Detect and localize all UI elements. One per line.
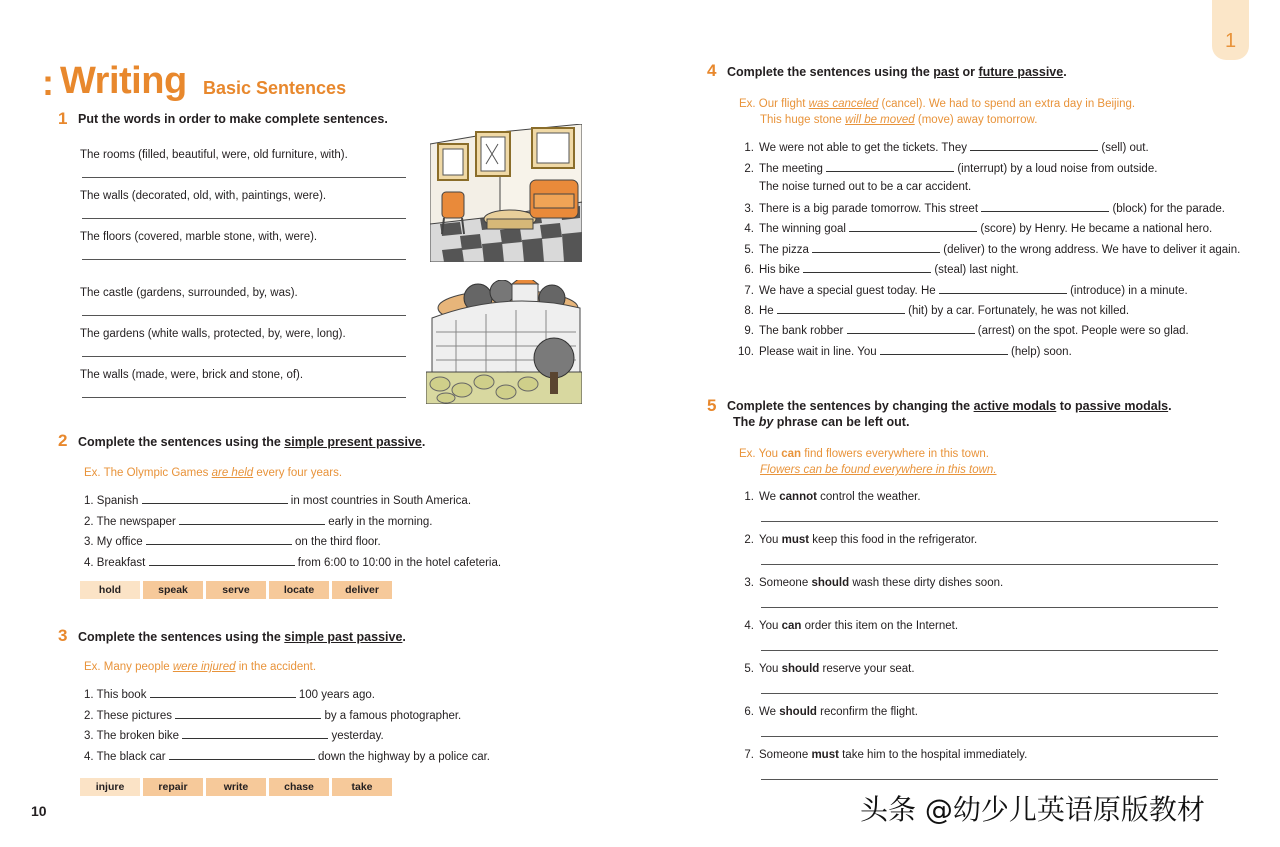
section-5-number: 5 bbox=[707, 396, 717, 415]
blank[interactable] bbox=[179, 515, 325, 525]
section-3-heading: Complete the sentences using the simple past passive. bbox=[78, 630, 406, 644]
s4-item: 8. He (hit) by a car. Fortunately, he was not killed. bbox=[744, 305, 1130, 317]
s3-item-4: 4. The black car down the highway by a police car. bbox=[84, 751, 490, 763]
section-1-number: 1 bbox=[58, 109, 68, 128]
word-bank-word: repair bbox=[143, 778, 203, 796]
section-5-example-1: Ex. You can find flowers everywhere in this town. bbox=[739, 448, 989, 460]
s3-item-2: 2. These pictures by a famous photographer. bbox=[84, 710, 462, 722]
word-bank-word: speak bbox=[143, 581, 203, 599]
section-2-example: Ex. The Olympic Games are held every four years. bbox=[84, 467, 343, 479]
s5-answer-line[interactable] bbox=[761, 779, 1218, 780]
section-4-example-2: This huge stone will be moved (move) away tomorrow. bbox=[760, 114, 1038, 126]
s4-item: 6. His bike (steal) last night. bbox=[744, 264, 1019, 276]
blank[interactable] bbox=[149, 556, 295, 566]
word-bank-word: take bbox=[332, 778, 392, 796]
s5-answer-line[interactable] bbox=[761, 607, 1218, 608]
blank[interactable] bbox=[169, 750, 315, 760]
section-4-example-1: Ex. Our flight was canceled (cancel). We had to spend an extra day in Beijing. bbox=[739, 98, 1136, 110]
s1-answer-line-1[interactable] bbox=[82, 177, 406, 178]
s4-item: 2. The meeting (interrupt) by a loud noise from outside. bbox=[744, 163, 1158, 175]
chapter-tab bbox=[1212, 0, 1249, 60]
s3-item-3: 3. The broken bike yesterday. bbox=[84, 730, 384, 742]
blank[interactable] bbox=[981, 202, 1109, 212]
blank[interactable] bbox=[803, 263, 931, 273]
s5-answer-line[interactable] bbox=[761, 564, 1218, 565]
s3-item-1: 1. This book 100 years ago. bbox=[84, 689, 375, 701]
s5-item: 1. We cannot control the weather. bbox=[744, 491, 921, 503]
blank[interactable] bbox=[880, 345, 1008, 355]
blank[interactable] bbox=[175, 709, 321, 719]
section-3-word-bank bbox=[80, 778, 392, 796]
section-5-example-2: Flowers can be found everywhere in this town. bbox=[760, 464, 997, 476]
s1-answer-line-5[interactable] bbox=[82, 356, 406, 357]
s4-item: 5. The pizza (deliver) to the wrong address. We have to deliver it again. bbox=[744, 244, 1241, 256]
s5-answer-line[interactable] bbox=[761, 650, 1218, 651]
blank[interactable] bbox=[777, 304, 905, 314]
page-number: 10 bbox=[31, 803, 47, 819]
section-4-heading: Complete the sentences using the past or future passive. bbox=[727, 65, 1067, 79]
s5-item: 6. We should reconfirm the flight. bbox=[744, 706, 918, 718]
s5-answer-line[interactable] bbox=[761, 521, 1218, 522]
s2-item-3: 3. My office on the third floor. bbox=[84, 536, 381, 548]
word-bank-word: write bbox=[206, 778, 266, 796]
section-2-word-bank bbox=[80, 581, 392, 599]
s4-item: The noise turned out to be a car accident. bbox=[759, 181, 972, 193]
section-1-heading: Put the words in order to make complete sentences. bbox=[78, 112, 388, 126]
blank[interactable] bbox=[847, 324, 975, 334]
blank[interactable] bbox=[150, 688, 296, 698]
s1-answer-line-4[interactable] bbox=[82, 315, 406, 316]
s4-item: 7. We have a special guest today. He (introduce) in a minute. bbox=[744, 285, 1188, 297]
s5-item: 2. You must keep this food in the refrigerator. bbox=[744, 534, 978, 546]
section-2-number: 2 bbox=[58, 431, 68, 450]
watermark: 头条 @幼少儿英语原版教材 bbox=[860, 793, 1205, 826]
blank[interactable] bbox=[812, 243, 940, 253]
s1-item-5: The gardens (white walls, protected, by, were, long). bbox=[80, 328, 346, 340]
section-5-heading: Complete the sentences by changing the active modals to passive modals. bbox=[727, 399, 1172, 413]
s2-item-1: 1. Spanish in most countries in South America. bbox=[84, 495, 472, 507]
s5-answer-line[interactable] bbox=[761, 693, 1218, 694]
s2-item-4: 4. Breakfast from 6:00 to 10:00 in the hotel cafeteria. bbox=[84, 557, 502, 569]
blank[interactable] bbox=[182, 729, 328, 739]
s4-item: 3. There is a big parade tomorrow. This street (block) for the parade. bbox=[744, 203, 1225, 215]
word-bank-word: locate bbox=[269, 581, 329, 599]
word-bank-word: serve bbox=[206, 581, 266, 599]
word-bank-word: chase bbox=[269, 778, 329, 796]
s1-item-3: The floors (covered, marble stone, with, were). bbox=[80, 231, 318, 243]
blank[interactable] bbox=[146, 535, 292, 545]
s4-item: 9. The bank robber (arrest) on the spot. People were so glad. bbox=[744, 325, 1189, 337]
section-4-number: 4 bbox=[707, 61, 717, 80]
castle-illustration bbox=[426, 280, 582, 404]
word-bank-word: deliver bbox=[332, 581, 392, 599]
section-2-heading: Complete the sentences using the simple present passive. bbox=[78, 435, 426, 449]
s1-item-6: The walls (made, were, brick and stone, of). bbox=[80, 369, 304, 381]
s4-item: 4. The winning goal (score) by Henry. He became a national hero. bbox=[744, 223, 1213, 235]
s1-item-1: The rooms (filled, beautiful, were, old furniture, with). bbox=[80, 149, 348, 161]
room-illustration bbox=[430, 124, 582, 262]
page-title: Writing bbox=[60, 60, 187, 102]
s5-item: 7. Someone must take him to the hospital immediately. bbox=[744, 749, 1028, 761]
s1-item-2: The walls (decorated, old, with, paintings, were). bbox=[80, 190, 327, 202]
chapter-number: 1 bbox=[1224, 30, 1237, 52]
blank[interactable] bbox=[849, 222, 977, 232]
blank[interactable] bbox=[970, 141, 1098, 151]
s1-answer-line-6[interactable] bbox=[82, 397, 406, 398]
s4-item: 10. Please wait in line. You (help) soon. bbox=[738, 346, 1072, 358]
s5-item: 4. You can order this item on the Internet. bbox=[744, 620, 959, 632]
blank[interactable] bbox=[939, 284, 1067, 294]
s5-answer-line[interactable] bbox=[761, 736, 1218, 737]
s1-answer-line-2[interactable] bbox=[82, 218, 406, 219]
s5-item: 3. Someone should wash these dirty dishes soon. bbox=[744, 577, 1004, 589]
s5-item: 5. You should reserve your seat. bbox=[744, 663, 915, 675]
word-bank-word: hold bbox=[80, 581, 140, 599]
section-5-subheading: The by phrase can be left out. bbox=[733, 415, 910, 429]
section-3-example: Ex. Many people were injured in the accident. bbox=[84, 661, 317, 673]
s2-item-2: 2. The newspaper early in the morning. bbox=[84, 516, 433, 528]
page-subtitle: Basic Sentences bbox=[203, 78, 347, 98]
s1-item-4: The castle (gardens, surrounded, by, was). bbox=[80, 287, 298, 299]
s4-item: 1. We were not able to get the tickets. They (sell) out. bbox=[744, 142, 1149, 154]
section-3-number: 3 bbox=[58, 626, 68, 645]
title-colon: : bbox=[42, 62, 54, 103]
blank[interactable] bbox=[826, 162, 954, 172]
word-bank-word: injure bbox=[80, 778, 140, 796]
s1-answer-line-3[interactable] bbox=[82, 259, 406, 260]
blank[interactable] bbox=[142, 494, 288, 504]
